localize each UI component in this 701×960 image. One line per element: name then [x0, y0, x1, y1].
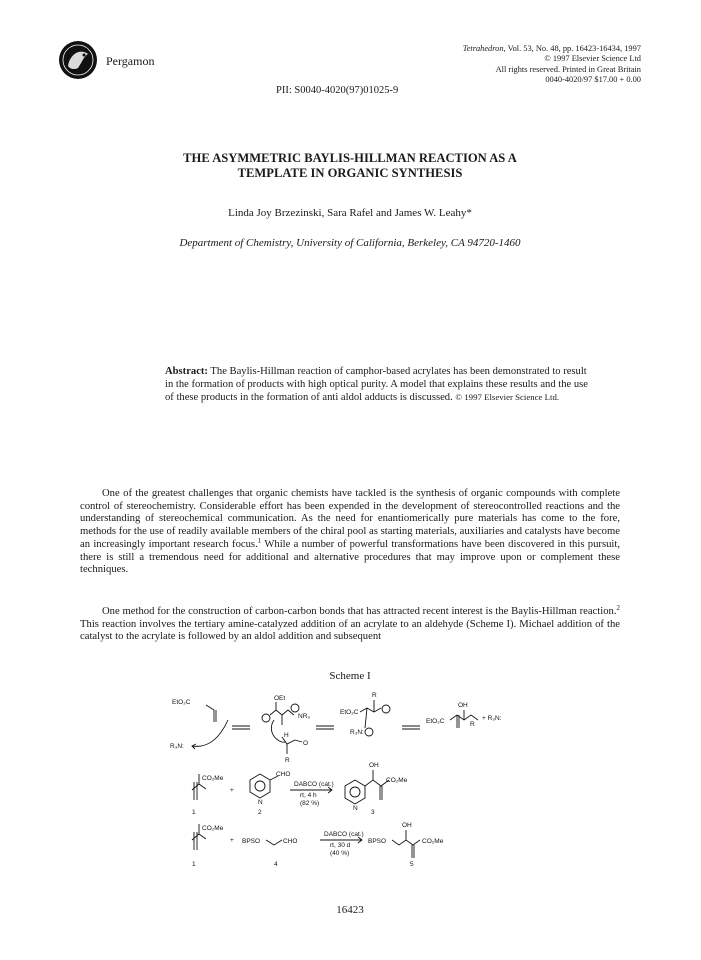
abstract-text: The Baylis-Hillman reaction of camphor-based acrylates has been demonstrated to result in the formation of products with high optical purity. A model that explains these results and the use of these products in the formation of anti aldol adducts is discussed. — [165, 366, 588, 403]
scheme-title: Scheme I — [329, 670, 371, 682]
reaction-1-catalyst: DABCO (cat.) — [294, 781, 334, 788]
compound-number-5: 5 — [410, 861, 414, 868]
compound-number-3: 3 — [371, 809, 375, 816]
scheme-label-co2me-3: CO₂Me — [202, 825, 224, 832]
scheme-label-r-2: R — [372, 692, 377, 699]
scheme-label-plus-r3n: + R₃N: — [482, 715, 502, 722]
scheme-label-plus-1: + — [230, 787, 234, 794]
pergamon-logo — [58, 40, 98, 80]
reaction-scheme — [170, 690, 570, 895]
scheme-label-h: H — [284, 732, 289, 739]
scheme-label-eto2c-3: EtO₂C — [426, 718, 445, 725]
reaction-1-conditions: rt, 4 h — [300, 792, 317, 799]
reaction-2-catalyst: DABCO (cat.) — [324, 831, 364, 838]
scheme-label-eto2c-2: EtO₂C — [340, 709, 359, 716]
rights-line: All rights reserved. Printed in Great Britain — [495, 64, 641, 74]
paragraph-1-text: One of the greatest challenges that organic chemists have tackled is the synthesis of organic compounds with complete control of stereochemistry. Considerable effort has been expended in the development of stereocontrolled reactions and the understanding of stereochemical communication. As the need for enantiomerically pure materials has come to the fore, methods for the use of readily available members of the chiral pool as starting materials, auxiliaries and catalysts have become an increasingly important research focus. — [80, 488, 620, 550]
scheme-label-oh-1: OH — [458, 702, 468, 709]
page-number: 16423 — [336, 904, 364, 916]
journal-header: Tetrahedron, Vol. 53, No. 48, pp. 16423-16434, 1997 © 1997 Elsevier Science Ltd All rights reserved. Printed in Great Britain 0040-4020/97 $17.00 + 0.00 — [462, 44, 641, 85]
scheme-label-cho-1: CHO — [276, 771, 291, 778]
scheme-label-oet: OEt — [274, 695, 286, 702]
journal-name: Tetrahedron — [462, 44, 504, 53]
paragraph-2-tail: This reaction involves the tertiary amine-catalyzed addition of an acrylate to an aldehyde (Scheme I). Michael addition of the catalyst to the acrylate is followed by an aldol addition and subsequent — [80, 618, 620, 643]
abstract-label: Abstract: — [165, 366, 208, 377]
reaction-1-yield: (82 %) — [300, 800, 320, 807]
title-line-1: THE ASYMMETRIC BAYLIS-HILLMAN REACTION AS A — [183, 151, 517, 165]
scheme-label-n-1: N — [258, 799, 263, 806]
scheme-label-plus-2: + — [230, 837, 234, 844]
reference-2: 2 — [616, 604, 620, 612]
compound-number-1a: 1 — [192, 809, 196, 816]
scheme-label-co2me-4: CO₂Me — [422, 838, 444, 845]
reaction-2-yield: (40 %) — [330, 850, 350, 857]
scheme-label-r-1: R — [285, 757, 290, 764]
scheme-label-o-1: O — [303, 740, 309, 747]
journal-citation: Vol. 53, No. 48, pp. 16423-16434, 1997 — [507, 44, 641, 53]
compound-number-4: 4 — [274, 861, 278, 868]
scheme-label-r3n: R₃N: — [170, 743, 184, 750]
scheme-label-oh-3: OH — [402, 822, 412, 829]
scheme-label-bpso-1: BPSO — [242, 838, 261, 845]
scheme-label-bpso-2: BPSO — [368, 838, 387, 845]
scheme-label-eto2c-1: EtO₂C — [172, 699, 191, 706]
body-paragraph-2 — [80, 606, 620, 644]
abstract — [165, 366, 589, 405]
reference-1: 1 — [257, 536, 262, 545]
compound-number-1b: 1 — [192, 861, 196, 868]
author-list: Linda Joy Brzezinski, Sara Rafel and James W. Leahy* — [228, 207, 472, 219]
pii-identifier: PII: S0040-4020(97)01025-9 — [276, 85, 399, 96]
scheme-label-r-3: R — [470, 721, 475, 728]
compound-number-2: 2 — [258, 809, 262, 816]
paragraph-2-text: One method for the construction of carbon-carbon bonds that has attracted recent interest is the Baylis-Hillman reaction. — [102, 606, 617, 617]
scheme-label-oh-2: OH — [369, 762, 379, 769]
body-paragraph-1 — [80, 488, 620, 577]
price-code: 0040-4020/97 $17.00 + 0.00 — [545, 75, 641, 85]
affiliation: Department of Chemistry, University of California, Berkeley, CA 94720-1460 — [179, 237, 521, 249]
abstract-copyright: © 1997 Elsevier Science Ltd. — [455, 392, 560, 402]
scheme-label-r3n-2: R₃N: — [350, 729, 364, 736]
title-line-2: TEMPLATE IN ORGANIC SYNTHESIS — [237, 166, 463, 180]
article-title — [80, 151, 620, 181]
copyright-line: © 1997 Elsevier Science Ltd — [544, 54, 641, 64]
scheme-label-co2me-2: CO₂Me — [386, 777, 408, 784]
paragraph-1-tail: While a number of powerful transformations have been discovered in this pursuit, there is still a tremendous need for additional and alternative procedures that may improve upon or complement these techniques. — [80, 538, 620, 576]
publisher-name: Pergamon — [106, 54, 155, 68]
scheme-label-cho-2: CHO — [283, 838, 298, 845]
scheme-label-nr3: NR₃ — [298, 713, 311, 720]
reaction-2-conditions: rt, 30 d — [330, 842, 351, 849]
scheme-label-n-2: N — [353, 805, 358, 812]
scheme-label-co2me-1: CO₂Me — [202, 775, 224, 782]
